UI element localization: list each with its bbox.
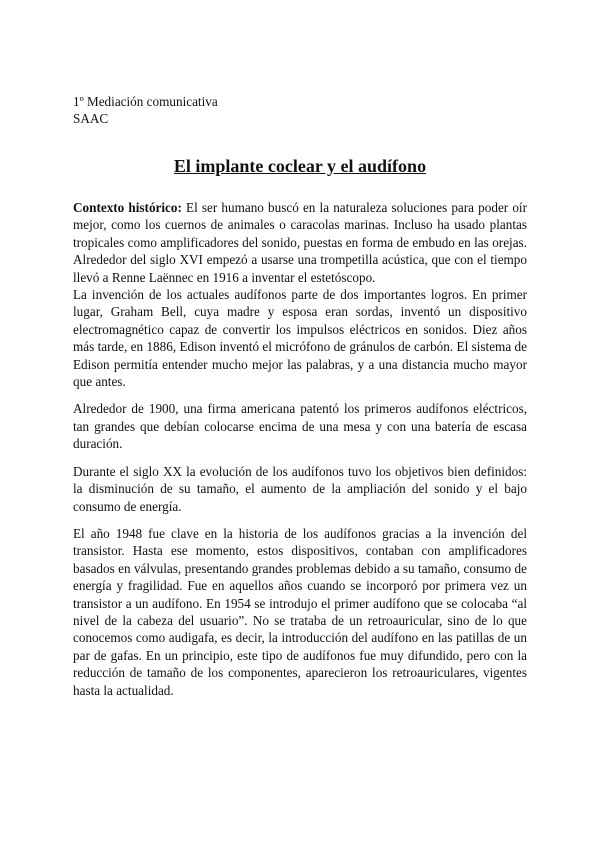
document-title: El implante coclear y el audífono: [173, 156, 427, 176]
paragraph-transistor: [73, 525, 527, 699]
paragraph-text: Durante el siglo XX la evolución de los audífonos tuvo los objetivos bien definidos: la disminución de su tamaño, el aumento de la ampliación del sonido y el bajo consumo de energía.: [73, 463, 527, 514]
subject-name: SAAC: [73, 111, 109, 126]
paragraph-text: El ser humano buscó en la naturaleza soluciones para poder oír mejor, como los cuernos de animales o caracolas marinas. Incluso ha usado plantas tropicales como amplificadores del sonido, puestas en forma de embudo en las orejas. Alrededor del siglo XVI empezó a usarse una trompetilla acústica, que con el tiempo llevó a Renne Laënnec en 1916 a inventar el estetóscopo.: [73, 200, 527, 285]
paragraph-twentieth-century: [73, 463, 527, 515]
paragraph-first-hearing-aids: [73, 400, 527, 452]
document-page: [73, 93, 527, 709]
paragraph-text: El año 1948 fue clave en la historia de los audífonos gracias a la invención del transistor. Hasta ese momento, estos dispositivos, contaban con amplificadores basados en válvulas, presentando grandes problemas debido a su tamaño, consumo de energía y fragilidad. Fue en aquellos años cuando se incorporó por primera vez un transistor a un audífono. En 1954 se introdujo el primer audífono que se colocaba “al nivel de la cabeza del usuario”. No se trataba de un retroauricular, sino de lo que conocemos como audigafa, es decir, la introducción del audífono en las patillas de un par de gafas. En un principio, este tipo de audífonos fue muy difundido, pero con la reducción de tamaño de los componentes, aparecieron los retroauriculares, vigentes hasta la actualidad.: [73, 525, 527, 698]
paragraph-text: Alrededor de 1900, una firma americana patentó los primeros audífonos eléctricos, tan grandes que debían colocarse encima de una mesa y con una batería de escasa duración.: [73, 401, 527, 452]
paragraph-inventions: [73, 286, 527, 390]
paragraph-lead: Contexto histórico:: [73, 200, 182, 215]
course-name: 1º Mediación comunicativa: [73, 94, 218, 109]
paragraph-text: La invención de los actuales audífonos parte de dos importantes logros. En primer lugar, Graham Bell, cuya madre y esposa eran sordas, inventó un dispositivo electromagnético capaz de convertir los impulsos eléctricos en sonidos. Diez años más tarde, en 1886, Edison inventó el micrófono de gránulos de carbón. El sistema de Edison permitía entender mucho mejor las palabras, y a una distancia mucho mayor que antes.: [73, 287, 527, 390]
paragraph-historical-context: [73, 199, 527, 286]
